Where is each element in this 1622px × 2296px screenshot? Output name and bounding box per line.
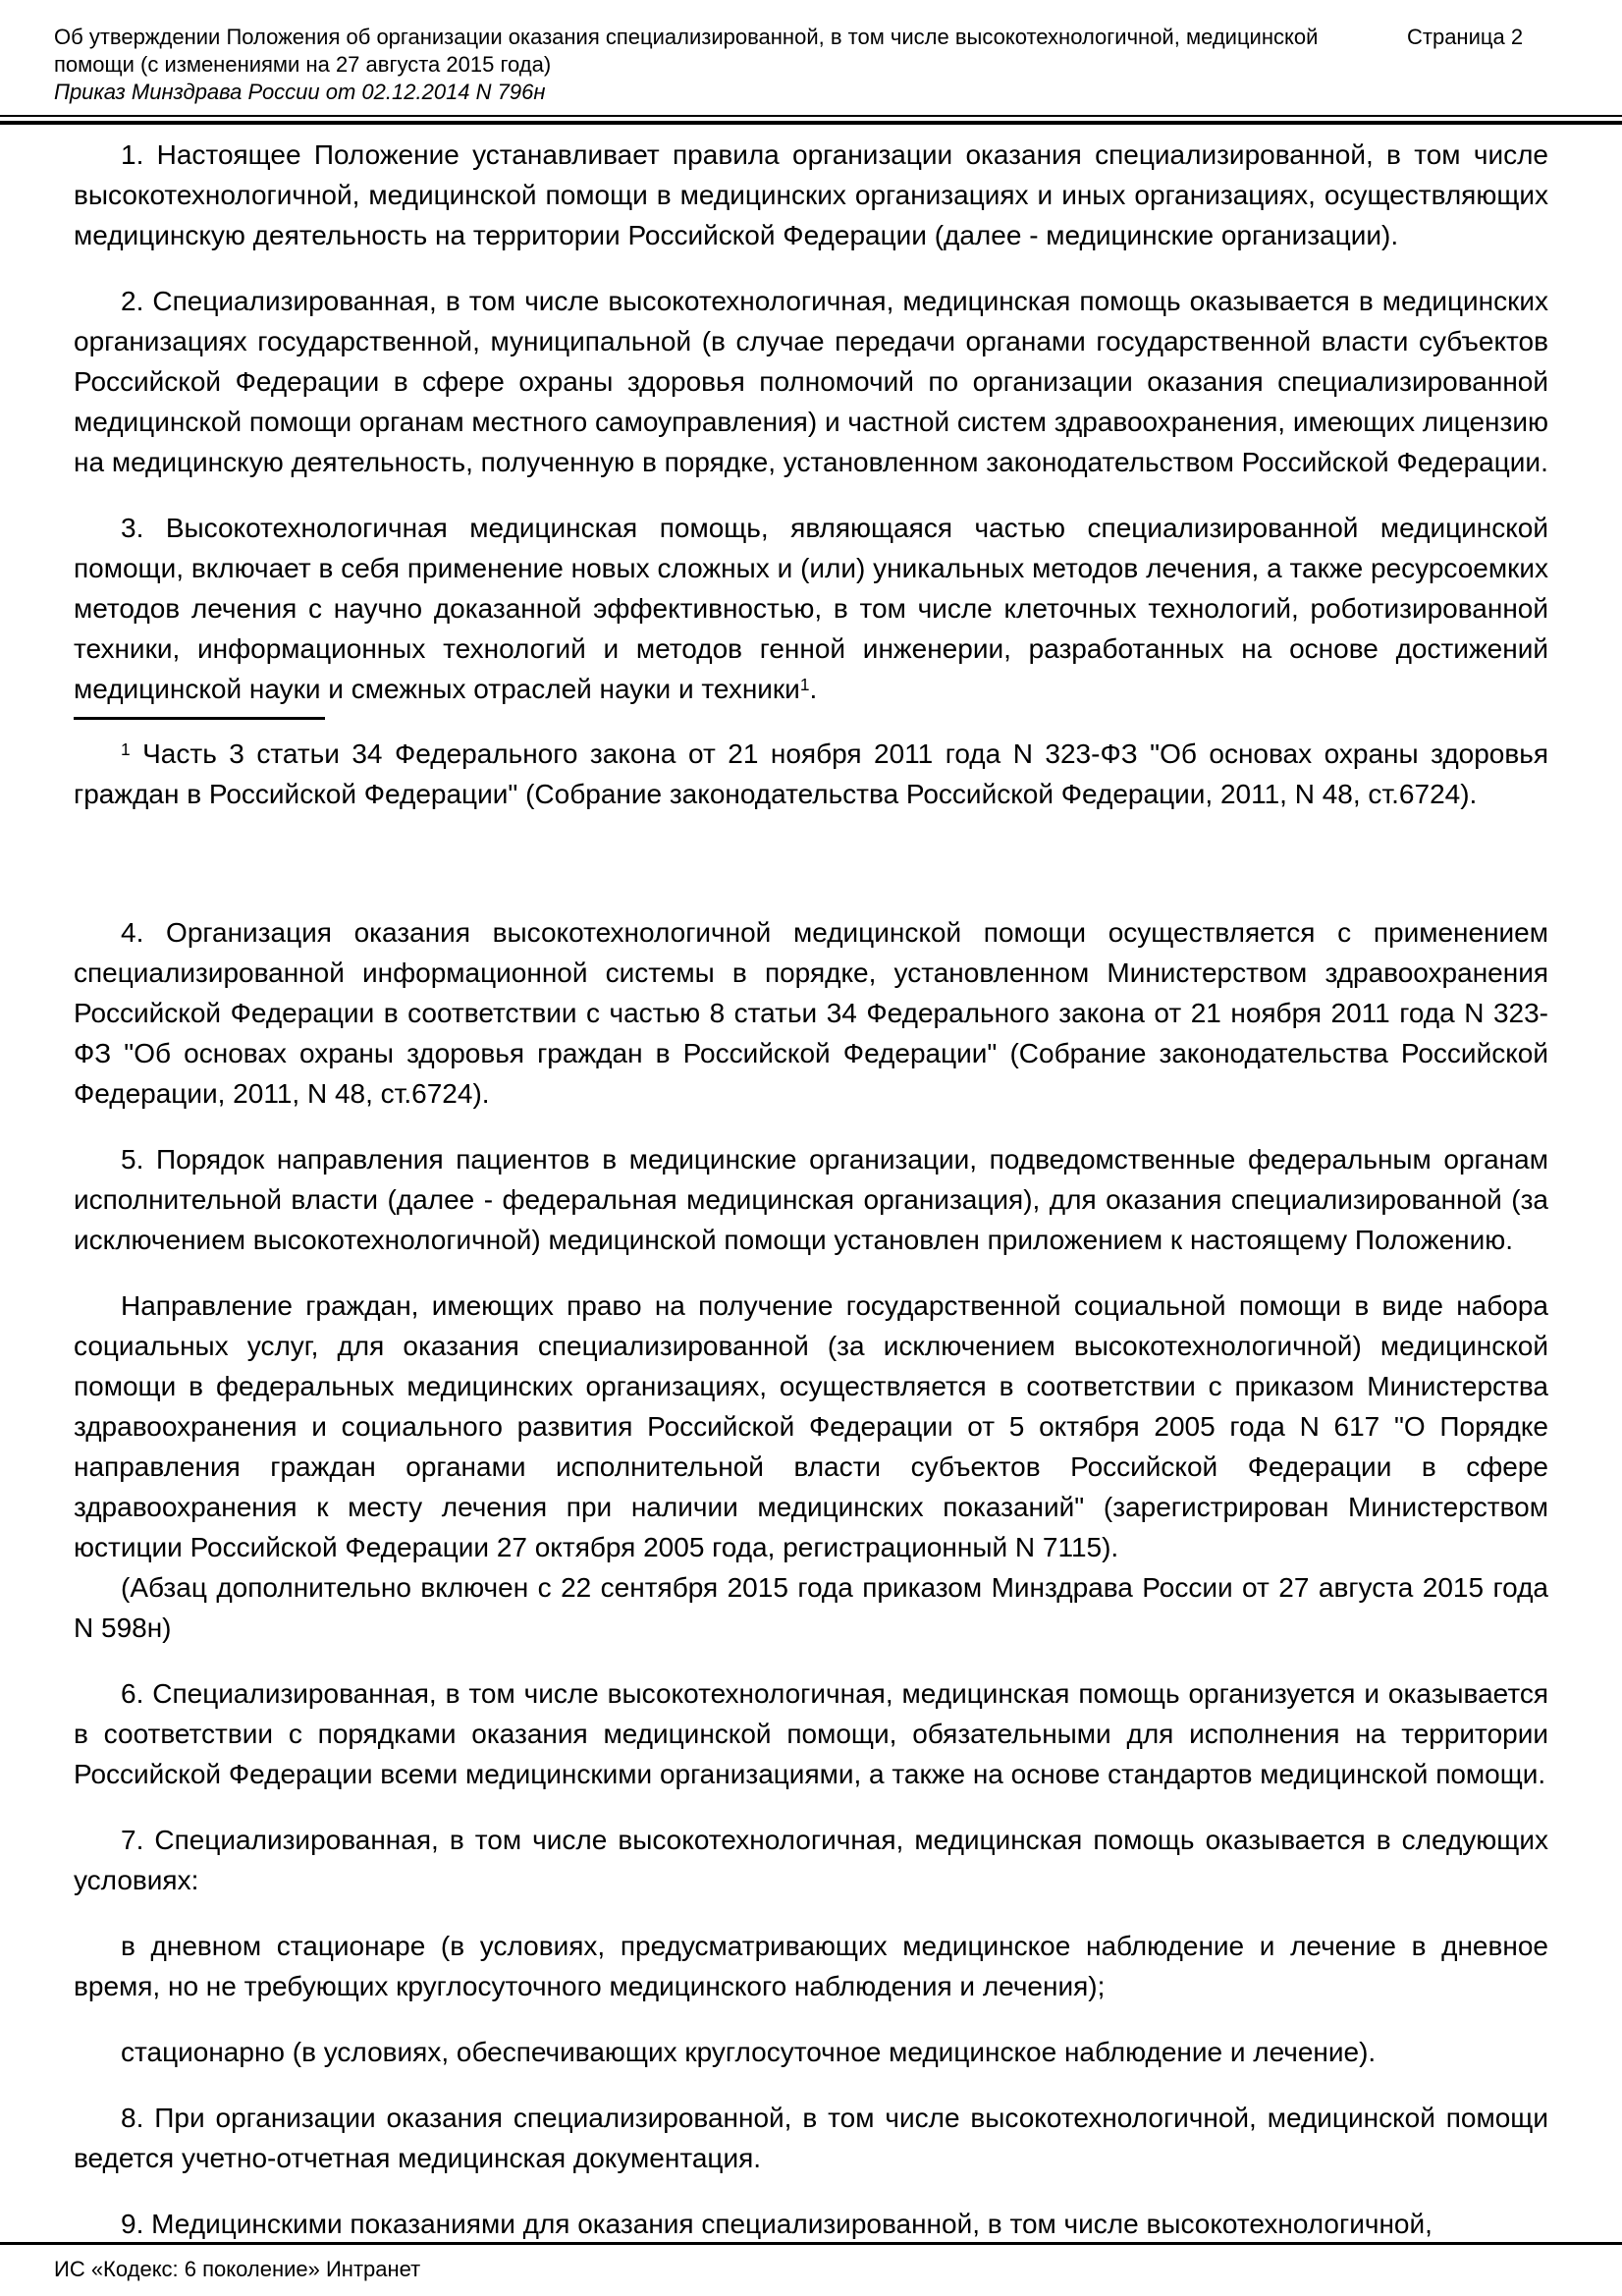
- paragraph-9: 9. Медицинскими показаниями для оказания специализированной, в том числе высокотехнологичной,: [121, 2209, 1433, 2239]
- page-number: Страница 2: [1407, 25, 1524, 49]
- paragraph-7: 7. Специализированная, в том числе высокотехнологичная, медицинская помощь оказывается в следующих условиях:: [74, 1825, 1548, 1895]
- paragraph-3-text: 3. Высокотехнологичная медицинская помощь, являющаяся частью специализированной медицинской помощи, включает в себя применение новых сложных и (или) уникальных методов лечения, а также ресурсоемких методов лечения с научно доказанной эффективностью, в том числе клеточных технологий, роботизированной техники, информационных технологий и методов генной инженерии, разработанных на основе достижений медицинской науки и смежных отраслей науки и техники: [74, 513, 1548, 704]
- paragraph-6: 6. Специализированная, в том числе высокотехнологичная, медицинская помощь организуется и оказывается в соответствии с порядками оказания медицинской помощи, обязательными для исполнения на территории Российской Федерации всеми медицинскими организациями, а также на основе стандартов медицинской помощи.: [74, 1678, 1548, 1789]
- paragraph-3: [74, 508, 1548, 709]
- document-title: Об утверждении Положения об организации оказания специализированной, в том числе высокотехнологичной, медицинской помощи (с изменениями на 27 августа 2015 года): [54, 25, 1319, 77]
- paragraph-5-addition: Направление граждан, имеющих право на получение государственной социальной помощи в виде набора социальных услуг, для оказания специализированной (за исключением высокотехнологичной) медицинской помощи в федеральных медицинских организациях, осуществляется в соответствии с приказом Министерства здравоохранения и социального развития Российской Федерации от 5 октября 2005 года N 617 "О Порядке направления граждан органами исполнительной власти субъектов Российской Федерации в сфере здравоохранения к месту лечения при наличии медицинских показаний" (зарегистрирован Министерством юстиции Российской Федерации 27 октября 2005 года, регистрационный N 7115).: [74, 1290, 1548, 1562]
- page-header: [0, 0, 1622, 106]
- paragraph-4: 4. Организация оказания высокотехнологичной медицинской помощи осуществляется с применением специализированной информационной системы в порядке, установленном Министерством здравоохранения Российской Федерации в соответствии с частью 8 статьи 34 Федерального закона от 21 ноября 2011 года N 323-ФЗ "Об основах охраны здоровья граждан в Российской Федерации" (Собрание законодательства Российской Федерации, 2011, N 48, ст.6724).: [74, 917, 1548, 1109]
- paragraph-1: 1. Настоящее Положение устанавливает правила организации оказания специализированной, в том числе высокотехнологичной, медицинской помощи в медицинских организациях и иных организациях, осуществляющих медицинскую деятельность на территории Российской Федерации (далее - медицинские организации).: [74, 139, 1548, 250]
- header-row: [54, 24, 1568, 79]
- header-divider: [0, 115, 1622, 125]
- footnote-reference-mark: 1: [799, 675, 810, 694]
- footnote-paragraph: [74, 734, 1548, 814]
- footnote-marker: 1: [121, 739, 131, 759]
- document-reference: Приказ Минздрава России от 02.12.2014 N 796н: [54, 80, 546, 104]
- paragraph-2: 2. Специализированная, в том числе высокотехнологичная, медицинская помощь оказывается в медицинских организациях государственной, муниципальной (в случае передачи органами государственной власти субъектов Российской Федерации в сфере охраны здоровья полномочий по организации оказания специализированной медицинской помощи органам местного самоуправления) и частной систем здравоохранения, имеющих лицензию на медицинскую деятельность, полученную в порядке, установленном законодательством Российской Федерации.: [74, 286, 1548, 477]
- document-body: [0, 125, 1622, 2244]
- paragraph-5: 5. Порядок направления пациентов в медицинские организации, подведомственные федеральным органам исполнительной власти (далее - федеральная медицинская организация), для оказания специализированной (за исключением высокотехнологичной) медицинской помощи установлен приложением к настоящему Положению.: [74, 1144, 1548, 1255]
- footnote-divider: [74, 717, 325, 720]
- paragraph-7-daycare-condition: в дневном стационаре (в условиях, предусматривающих медицинское наблюдение и лечение в дневное время, но не требующих круглосуточного медицинского наблюдения и лечения);: [74, 1931, 1548, 2001]
- footnote-text: Часть 3 статьи 34 Федерального закона от 21 ноября 2011 года N 323-ФЗ "Об основах охраны здоровья граждан в Российской Федерации" (Собрание законодательства Российской Федерации, 2011, N 48, ст.6724).: [74, 738, 1548, 809]
- footer-system-label: ИС «Кодекс: 6 поколение» Интранет: [54, 2257, 421, 2281]
- page-footer: [0, 2242, 1622, 2296]
- paragraph-8: 8. При организации оказания специализированной, в том числе высокотехнологичной, медицинской помощи ведется учетно-отчетная медицинская документация.: [74, 2103, 1548, 2173]
- paragraph-7-inpatient-condition: стационарно (в условиях, обеспечивающих круглосуточное медицинское наблюдение и лечение).: [121, 2037, 1377, 2067]
- paragraph-3-tail: .: [809, 674, 818, 704]
- paragraph-5-amendment-note: (Абзац дополнительно включен с 22 сентября 2015 года приказом Минздрава России от 27 августа 2015 года N 598н): [74, 1572, 1548, 1643]
- footnote-block: [74, 734, 1548, 814]
